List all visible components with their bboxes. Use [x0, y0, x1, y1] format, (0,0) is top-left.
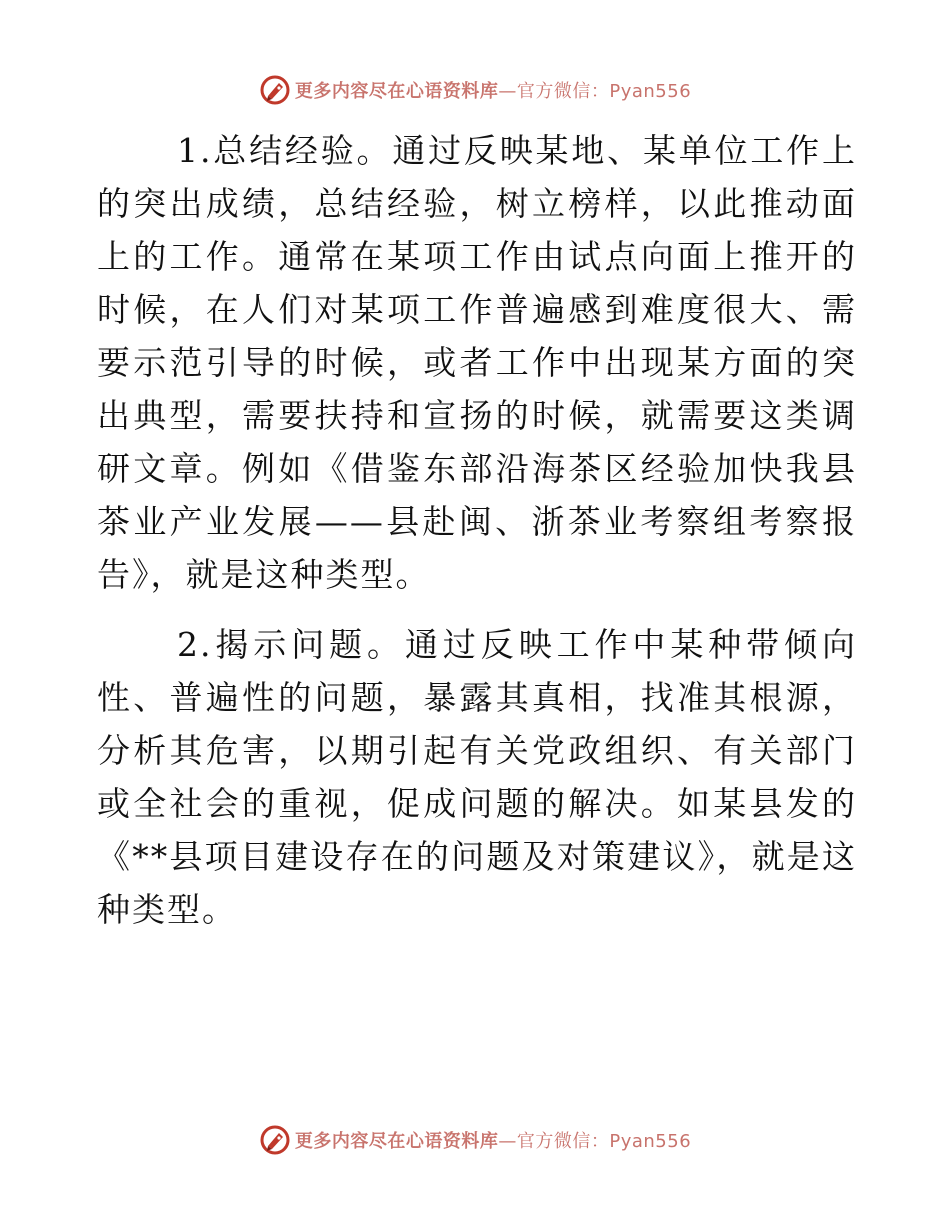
paragraph-summary-experience: 1.总结经验。通过反映某地、某单位工作上的突出成绩，总结经验，树立榜样，以此推动面上的工作。通常在某项工作由试点向面上推开的时候，在人们对某项工作普遍感到难度很大、需要示范引导的时候，或者工作中出现某方面的突出典型，需要扶持和宣扬的时候，就需要这类调研文章。例如《借鉴东部沿海茶区经验加快我县茶业产业发展——县赴闽、浙茶业考察组考察报告》，就是这种类型。 [97, 131, 857, 594]
header-banner-lead: 更多内容尽在心语资料库 [294, 81, 499, 102]
pen-nib-logo-icon [259, 74, 291, 106]
footer-banner-text [295, 1127, 691, 1153]
paragraph-reveal-problems: 2.揭示问题。通过反映工作中某种带倾向性、普遍性的问题，暴露其真相，找准其根源，分析其危害，以期引起有关党政组织、有关部门或全社会的重视，促成问题的解决。如某县发的《**县项目建设存在的问题及对策建议》，就是这种类型。 [97, 625, 857, 929]
pen-nib-logo-icon [259, 1124, 291, 1156]
footer-banner-lead: 更多内容尽在心语资料库 [294, 1131, 499, 1152]
header-banner [0, 70, 950, 110]
header-banner-text [295, 77, 691, 103]
footer-banner-rest: —官方微信：Pyan556 [498, 1131, 692, 1152]
document-body [97, 124, 857, 936]
header-banner-rest: —官方微信：Pyan556 [498, 81, 692, 102]
footer-banner [0, 1120, 950, 1160]
